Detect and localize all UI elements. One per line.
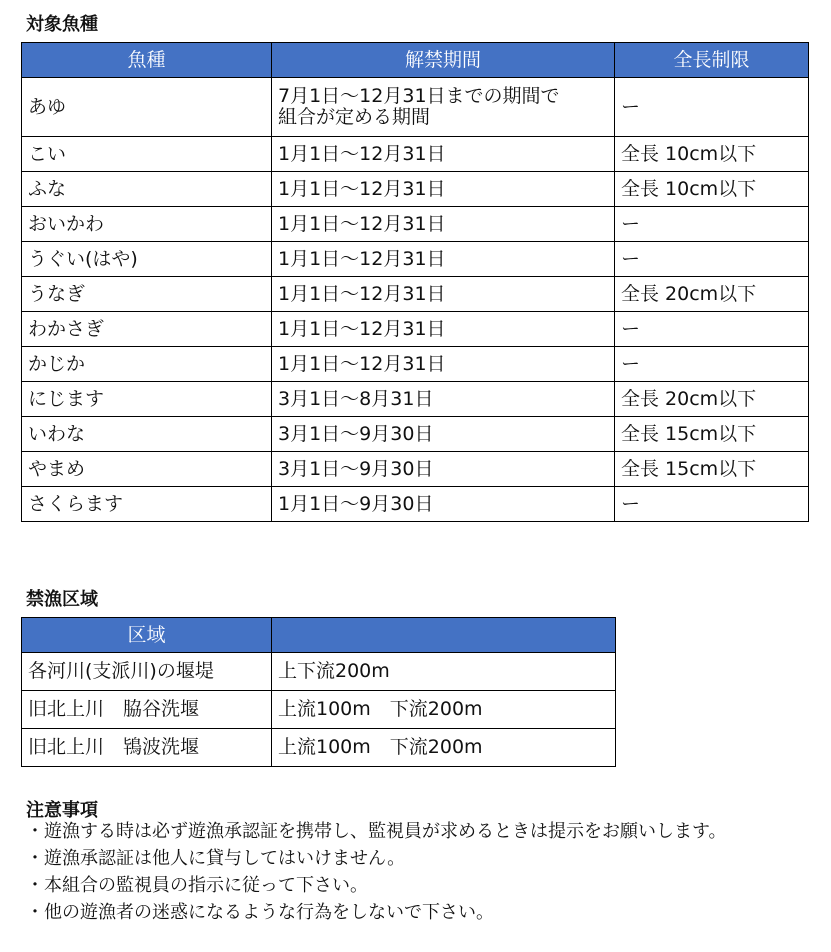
note-item: ・本組合の監視員の指示に従って下さい。 — [26, 875, 368, 896]
table-row — [22, 417, 809, 452]
fish-period: 1月1日～12月31日 — [272, 207, 615, 242]
fish-name: わかさぎ — [22, 312, 272, 347]
fish-limit: ー — [615, 207, 809, 242]
table-row — [22, 137, 809, 172]
fish-header-period: 解禁期間 — [272, 43, 615, 78]
table-row — [22, 312, 809, 347]
zone-header-range — [272, 618, 616, 653]
zone-table-header-row — [22, 618, 616, 653]
note-item: ・遊漁する時は必ず遊漁承認証を携帯し、監視員が求めるときは提示をお願いします。 — [26, 821, 727, 842]
table-row — [22, 382, 809, 417]
fish-period: 3月1日～8月31日 — [272, 382, 615, 417]
fish-limit: 全長 15cm以下 — [615, 417, 809, 452]
fish-table — [21, 42, 809, 522]
zone-name: 旧北上川 脇谷洗堰 — [22, 691, 272, 729]
fish-period: 1月1日～12月31日 — [272, 347, 615, 382]
fish-name: ふな — [22, 172, 272, 207]
fish-period: 3月1日～9月30日 — [272, 417, 615, 452]
fish-name: うぐい(はや) — [22, 242, 272, 277]
table-row — [22, 653, 616, 691]
fish-section-title: 対象魚種 — [26, 14, 98, 35]
fish-period: 7月1日～12月31日までの期間で 組合が定める期間 — [272, 78, 615, 137]
fish-name: うなぎ — [22, 277, 272, 312]
zone-table — [21, 617, 616, 767]
table-row — [22, 452, 809, 487]
fish-period: 1月1日～12月31日 — [272, 277, 615, 312]
zone-name: 各河川(支派川)の堰堤 — [22, 653, 272, 691]
fish-limit: ー — [615, 487, 809, 522]
zone-range: 上流100m 下流200m — [272, 691, 616, 729]
fish-period: 1月1日～9月30日 — [272, 487, 615, 522]
fish-name: やまめ — [22, 452, 272, 487]
fish-period: 1月1日～12月31日 — [272, 137, 615, 172]
fish-limit: 全長 15cm以下 — [615, 452, 809, 487]
table-row — [22, 729, 616, 767]
fish-name: にじます — [22, 382, 272, 417]
fish-limit: 全長 20cm以下 — [615, 382, 809, 417]
fish-limit: ー — [615, 347, 809, 382]
table-row — [22, 172, 809, 207]
note-item: ・遊漁承認証は他人に貸与してはいけません。 — [26, 848, 406, 869]
notes-section-title: 注意事項 — [26, 800, 98, 821]
table-row — [22, 78, 809, 137]
table-row — [22, 242, 809, 277]
notes-list — [26, 818, 826, 926]
table-row — [22, 487, 809, 522]
fish-name: あゆ — [22, 78, 272, 137]
fish-limit: ー — [615, 78, 809, 137]
zone-header-area: 区域 — [22, 618, 272, 653]
fish-name: こい — [22, 137, 272, 172]
fish-header-species: 魚種 — [22, 43, 272, 78]
note-item: ・他の遊漁者の迷惑になるような行為をしないで下さい。 — [26, 902, 494, 923]
fish-period: 1月1日～12月31日 — [272, 242, 615, 277]
zone-section-title: 禁漁区域 — [26, 589, 98, 610]
table-row — [22, 347, 809, 382]
zone-name: 旧北上川 鴇波洗堰 — [22, 729, 272, 767]
fish-header-limit: 全長制限 — [615, 43, 809, 78]
fish-limit: 全長 10cm以下 — [615, 137, 809, 172]
fish-name: おいかわ — [22, 207, 272, 242]
fish-limit: 全長 20cm以下 — [615, 277, 809, 312]
zone-range: 上流100m 下流200m — [272, 729, 616, 767]
fish-name: さくらます — [22, 487, 272, 522]
table-row — [22, 691, 616, 729]
zone-range: 上下流200m — [272, 653, 616, 691]
fish-limit: ー — [615, 242, 809, 277]
fish-limit: ー — [615, 312, 809, 347]
table-row — [22, 277, 809, 312]
fish-limit: 全長 10cm以下 — [615, 172, 809, 207]
fish-period: 1月1日～12月31日 — [272, 172, 615, 207]
fish-name: いわな — [22, 417, 272, 452]
fish-period: 1月1日～12月31日 — [272, 312, 615, 347]
fish-name: かじか — [22, 347, 272, 382]
fish-period: 3月1日～9月30日 — [272, 452, 615, 487]
fish-table-header-row — [22, 43, 809, 78]
table-row — [22, 207, 809, 242]
